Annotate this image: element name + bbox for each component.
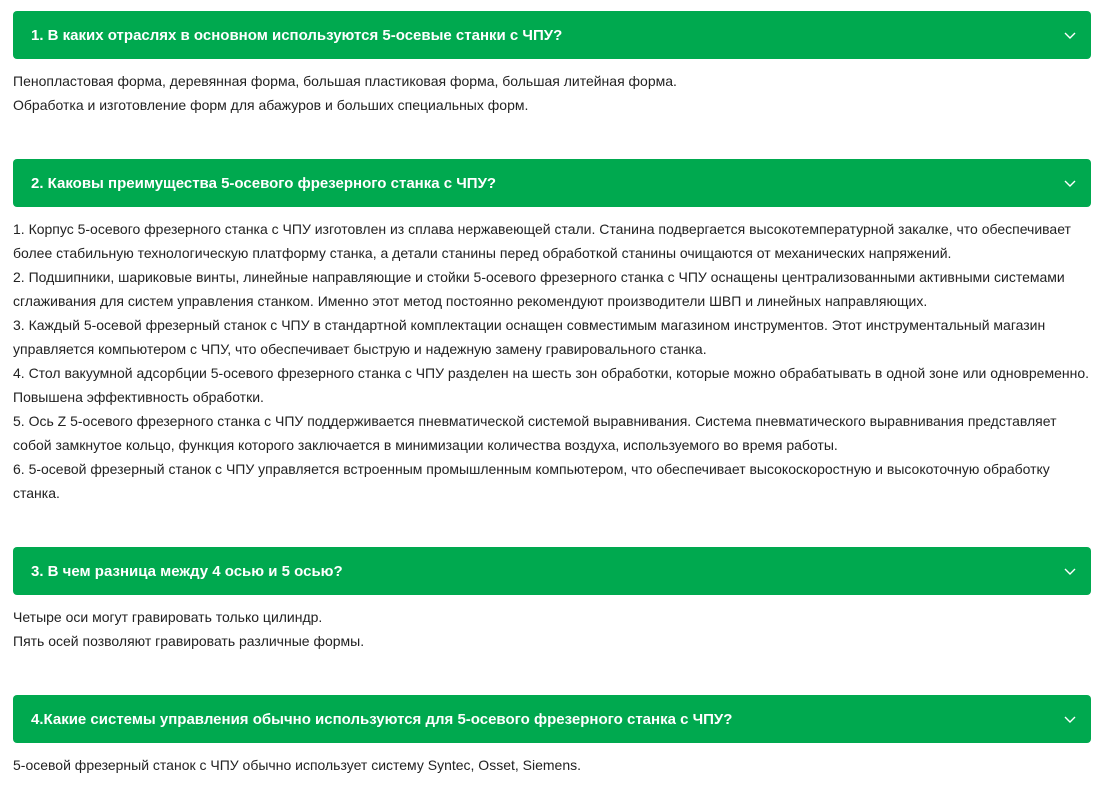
answer-line: Четыре оси могут гравировать только цилиндр. — [13, 609, 323, 625]
faq-answer-1 — [13, 59, 1091, 117]
chevron-down-icon[interactable] — [1062, 175, 1078, 191]
faq-item-1 — [13, 11, 1091, 117]
answer-line: сглаживания для систем управления станком. Именно этот метод постоянно рекомендуют производители ШВП и линейных направляющих. — [13, 293, 928, 309]
answer-line: Пенопластовая форма, деревянная форма, большая пластиковая форма, большая литейная форма. — [13, 73, 677, 89]
answer-line: 5. Ось Z 5-осевого фрезерного станка с ЧПУ поддерживается пневматической системой выравнивания. Система пневматического выравнивания представляет — [13, 413, 1057, 429]
answer-line: 6. 5-осевой фрезерный станок с ЧПУ управляется встроенным промышленным компьютером, что обеспечивает высокоскоростную и высокоточную обработку — [13, 461, 1050, 477]
faq-answer-2 — [13, 207, 1091, 505]
answer-line: Обработка и изготовление форм для абажуров и больших специальных форм. — [13, 97, 529, 113]
faq-header-4[interactable] — [13, 695, 1091, 743]
faq-question-2: 2. Каковы преимущества 5-осевого фрезерного станка с ЧПУ? — [31, 174, 497, 192]
answer-line: 3. Каждый 5-осевой фрезерный станок с ЧПУ в стандартной комплектации оснащен совместимым магазином инструментов. Этот инструментальный магазин — [13, 317, 1046, 333]
chevron-down-icon[interactable] — [1062, 711, 1078, 727]
answer-line: 2. Подшипники, шариковые винты, линейные направляющие и стойки 5-осевого фрезерного станка с ЧПУ оснащены централизованными активными системами — [13, 269, 1065, 285]
faq-item-3 — [13, 547, 1091, 653]
answer-line: 1. Корпус 5-осевого фрезерного станка с ЧПУ изготовлен из сплава нержавеющей стали. Станина подвергается высокотемпературной закалке, что обеспечивает — [13, 221, 1071, 237]
answer-line: станка. — [13, 485, 60, 501]
faq-question-3: 3. В чем разница между 4 осью и 5 осью? — [31, 562, 343, 580]
faq-header-1[interactable] — [13, 11, 1091, 59]
answer-line: Повышена эффективность обработки. — [13, 389, 264, 405]
faq-answer-4 — [13, 743, 1091, 777]
faq-question-4: 4.Какие системы управления обычно используются для 5-осевого фрезерного станка с ЧПУ? — [31, 710, 733, 728]
chevron-down-icon[interactable] — [1062, 563, 1078, 579]
faq-item-4 — [13, 695, 1091, 777]
faq-header-2[interactable] — [13, 159, 1091, 207]
faq-answer-3 — [13, 595, 1091, 653]
answer-line: Пять осей позволяют гравировать различные формы. — [13, 633, 365, 649]
faq-item-2 — [13, 159, 1091, 505]
chevron-down-icon[interactable] — [1062, 27, 1078, 43]
faq-header-3[interactable] — [13, 547, 1091, 595]
answer-line: управляется компьютером с ЧПУ, что обеспечивает быструю и надежную замену гравировального станка. — [13, 341, 707, 357]
answer-line: 4. Стол вакуумной адсорбции 5-осевого фрезерного станка с ЧПУ разделен на шесть зон обработки, которые можно обрабатывать в одной зоне или одновременно. — [13, 365, 1089, 381]
answer-line: собой замкнутое кольцо, функция которого заключается в минимизации количества воздуха, используемого во время работы. — [13, 437, 838, 453]
answer-line: более стабильную технологическую платформу станка, а детали станины перед обработкой станины очищаются от механических напряжений. — [13, 245, 952, 261]
answer-line: 5-осевой фрезерный станок с ЧПУ обычно использует систему Syntec, Osset, Siemens. — [13, 757, 582, 773]
faq-question-1: 1. В каких отраслях в основном используются 5-осевые станки с ЧПУ? — [31, 26, 563, 44]
